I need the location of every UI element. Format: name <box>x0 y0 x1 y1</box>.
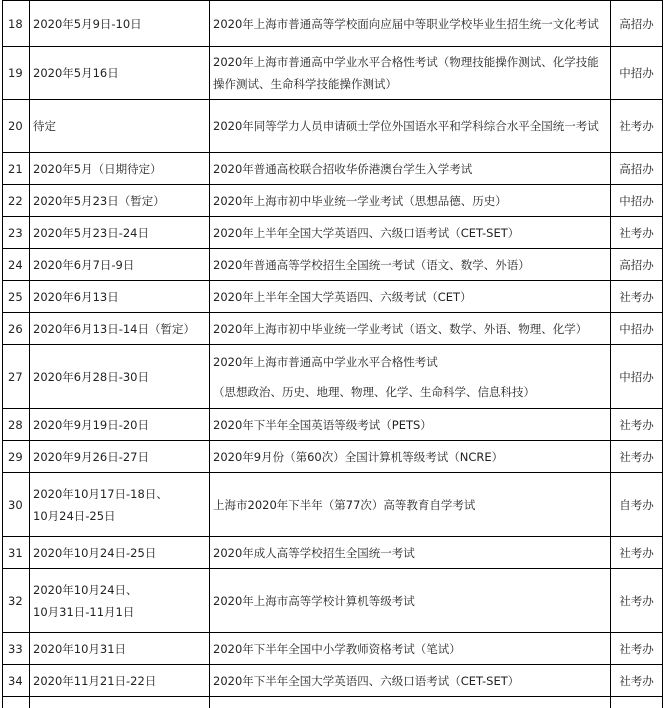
cell-organizer <box>611 345 663 409</box>
cell-exam-name <box>210 665 611 697</box>
organizer: 高招办 <box>619 161 654 176</box>
cell-index <box>3 537 30 569</box>
exam-date: 2020年9月26日-27日 <box>33 449 149 464</box>
table-row <box>3 217 663 249</box>
table-row <box>3 313 663 345</box>
cell-exam-name <box>210 697 611 708</box>
cell-exam-name <box>210 185 611 217</box>
cell-date <box>30 100 210 153</box>
table-row <box>3 1 663 47</box>
cell-index <box>3 473 30 537</box>
exam-date: 2020年6月28日-30日 <box>33 369 149 384</box>
exam-schedule-body <box>3 1 663 708</box>
row-number: 34 <box>8 673 23 688</box>
exam-name: 2020年上海市普通高中学业水平合格性考试（物理技能操作测试、化学技能操作测试、生命科学技能操作测试） <box>213 55 599 91</box>
cell-date <box>30 345 210 409</box>
row-number: 19 <box>8 66 23 80</box>
table-row <box>3 569 663 633</box>
cell-exam-name <box>210 281 611 313</box>
exam-name: 2020年9月份（第60次）全国计算机等级考试（NCRE） <box>213 449 504 464</box>
exam-date: 2020年9月19日-20日 <box>33 417 149 432</box>
exam-date: 2020年5月16日 <box>33 66 119 80</box>
row-number: 23 <box>8 225 23 240</box>
cell-organizer <box>611 409 663 441</box>
row-number: 24 <box>8 257 23 272</box>
exam-name: 2020年成人高等学校招生全国统一考试 <box>213 545 415 560</box>
exam-date-line2: 10月24日-25日 <box>33 508 116 523</box>
cell-exam-name <box>210 100 611 153</box>
table-row <box>3 153 663 185</box>
cell-index <box>3 185 30 217</box>
table-row <box>3 441 663 473</box>
cell-date <box>30 633 210 665</box>
table-row <box>3 281 663 313</box>
organizer: 社考办 <box>619 545 654 560</box>
row-number: 31 <box>8 545 23 560</box>
organizer: 高招办 <box>619 257 654 272</box>
cell-organizer <box>611 569 663 633</box>
cell-date <box>30 249 210 281</box>
cell-exam-name <box>210 1 611 47</box>
row-number: 21 <box>8 161 23 176</box>
cell-date <box>30 537 210 569</box>
cell-date <box>30 569 210 633</box>
exam-date: 2020年6月13日 <box>33 289 119 304</box>
cell-index <box>3 249 30 281</box>
exam-name: 2020年上海市普通高等学校面向应届中等职业学校毕业生招生统一文化考试 <box>213 16 599 31</box>
exam-name-line2: （思想政治、历史、地理、物理、化学、生命科学、信息科技） <box>213 384 535 399</box>
exam-date: 2020年5月9日-10日 <box>33 16 142 31</box>
exam-name: 2020年普通高等学校招生全国统一考试（语文、数学、外语） <box>213 257 530 272</box>
cell-organizer <box>611 185 663 217</box>
row-number: 33 <box>8 641 23 656</box>
cell-index <box>3 569 30 633</box>
exam-name: 2020年上半年全国大学英语四、六级口语考试（CET-SET） <box>213 225 520 240</box>
table-row <box>3 665 663 697</box>
cell-exam-name <box>210 217 611 249</box>
cell-organizer <box>611 313 663 345</box>
row-number: 25 <box>8 289 23 304</box>
table-row <box>3 100 663 153</box>
cell-organizer <box>611 153 663 185</box>
cell-organizer <box>611 633 663 665</box>
cell-index <box>3 665 30 697</box>
organizer: 社考办 <box>619 593 654 608</box>
exam-schedule-table <box>2 0 663 708</box>
table-row <box>3 185 663 217</box>
exam-name: 2020年同等学力人员申请硕士学位外国语水平和学科综合水平全国统一考试 <box>213 119 599 133</box>
row-number: 18 <box>8 16 23 31</box>
cell-date <box>30 47 210 100</box>
exam-date: 2020年10月24日、 <box>33 582 138 597</box>
cell-organizer <box>611 473 663 537</box>
cell-exam-name <box>210 441 611 473</box>
row-number: 28 <box>8 417 23 432</box>
exam-name: 2020年下半年全国中小学教师资格考试（笔试） <box>213 641 461 656</box>
organizer: 社考办 <box>619 417 654 432</box>
cell-date <box>30 665 210 697</box>
cell-index <box>3 313 30 345</box>
cell-date <box>30 217 210 249</box>
cell-index <box>3 441 30 473</box>
cell-organizer <box>611 537 663 569</box>
row-number: 20 <box>8 119 23 133</box>
exam-name: 2020年上海市初中毕业统一学业考试（思想品德、历史） <box>213 193 507 208</box>
organizer: 社考办 <box>619 225 654 240</box>
cell-exam-name <box>210 153 611 185</box>
exam-date: 2020年10月17日-18日、 <box>33 486 168 501</box>
exam-date: 2020年5月（日期待定） <box>33 161 162 176</box>
cell-date <box>30 281 210 313</box>
organizer: 社考办 <box>619 449 654 464</box>
cell-exam-name <box>210 537 611 569</box>
table-row <box>3 47 663 100</box>
cell-index <box>3 1 30 47</box>
exam-name: 2020年普通高校联合招收华侨港澳台学生入学考试 <box>213 161 473 176</box>
cell-date <box>30 697 210 708</box>
cell-index <box>3 697 30 708</box>
cell-organizer <box>611 47 663 100</box>
exam-date-line2: 10月31日-11月1日 <box>33 604 135 619</box>
cell-organizer <box>611 281 663 313</box>
cell-index <box>3 633 30 665</box>
exam-name: 2020年下半年全国英语等级考试（PETS） <box>213 417 432 432</box>
cell-organizer <box>611 217 663 249</box>
exam-date: 2020年6月7日-9日 <box>33 257 135 272</box>
exam-name: 2020年上海市初中毕业统一学业考试（语文、数学、外语、物理、化学） <box>213 321 588 336</box>
cell-index <box>3 153 30 185</box>
table-row <box>3 345 663 409</box>
exam-name: 2020年上半年全国大学英语四、六级考试（CET） <box>213 289 472 304</box>
organizer: 社考办 <box>619 119 654 133</box>
exam-date: 2020年5月23日（暂定） <box>33 193 165 208</box>
cell-date <box>30 1 210 47</box>
organizer: 中招办 <box>619 321 654 336</box>
cell-index <box>3 47 30 100</box>
organizer: 自考办 <box>619 497 654 512</box>
organizer: 社考办 <box>619 641 654 656</box>
row-number: 22 <box>8 193 23 208</box>
cell-organizer <box>611 100 663 153</box>
cell-exam-name <box>210 249 611 281</box>
exam-date: 2020年6月13日-14日（暂定） <box>33 321 195 336</box>
cell-organizer <box>611 1 663 47</box>
table-row <box>3 697 663 708</box>
exam-name: 2020年上海市高等学校计算机等级考试 <box>213 593 415 608</box>
row-number: 29 <box>8 449 23 464</box>
organizer: 中招办 <box>619 66 654 80</box>
exam-date: 待定 <box>33 119 56 133</box>
exam-date: 2020年5月23日-24日 <box>33 225 149 240</box>
cell-date <box>30 441 210 473</box>
cell-index <box>3 217 30 249</box>
cell-index <box>3 409 30 441</box>
cell-date <box>30 185 210 217</box>
exam-name: 2020年上海市普通高中学业水平合格性考试 <box>213 354 438 369</box>
cell-index <box>3 345 30 409</box>
exam-date: 2020年10月24日-25日 <box>33 545 157 560</box>
cell-index <box>3 281 30 313</box>
cell-date <box>30 473 210 537</box>
exam-date: 2020年11月21日-22日 <box>33 673 157 688</box>
row-number: 27 <box>8 369 23 384</box>
cell-index <box>3 100 30 153</box>
row-number: 26 <box>8 321 23 336</box>
cell-exam-name <box>210 409 611 441</box>
organizer: 中招办 <box>619 369 654 384</box>
table-row <box>3 537 663 569</box>
cell-exam-name <box>210 473 611 537</box>
cell-exam-name <box>210 345 611 409</box>
row-number: 32 <box>8 593 23 608</box>
organizer: 社考办 <box>619 673 654 688</box>
cell-organizer <box>611 697 663 708</box>
cell-exam-name <box>210 633 611 665</box>
cell-exam-name <box>210 569 611 633</box>
organizer: 社考办 <box>619 289 654 304</box>
cell-organizer <box>611 441 663 473</box>
row-number: 30 <box>8 497 23 512</box>
cell-exam-name <box>210 47 611 100</box>
exam-name: 2020年下半年全国大学英语四、六级口语考试（CET-SET） <box>213 673 520 688</box>
cell-date <box>30 409 210 441</box>
table-row <box>3 409 663 441</box>
table-row <box>3 249 663 281</box>
cell-date <box>30 313 210 345</box>
exam-name: 上海市2020年下半年（第77次）高等教育自学考试 <box>213 497 476 512</box>
cell-organizer <box>611 249 663 281</box>
organizer: 高招办 <box>619 16 654 31</box>
cell-date <box>30 153 210 185</box>
exam-date: 2020年10月31日 <box>33 641 127 656</box>
table-row <box>3 633 663 665</box>
organizer: 中招办 <box>619 193 654 208</box>
table-row <box>3 473 663 537</box>
cell-exam-name <box>210 313 611 345</box>
cell-organizer <box>611 665 663 697</box>
